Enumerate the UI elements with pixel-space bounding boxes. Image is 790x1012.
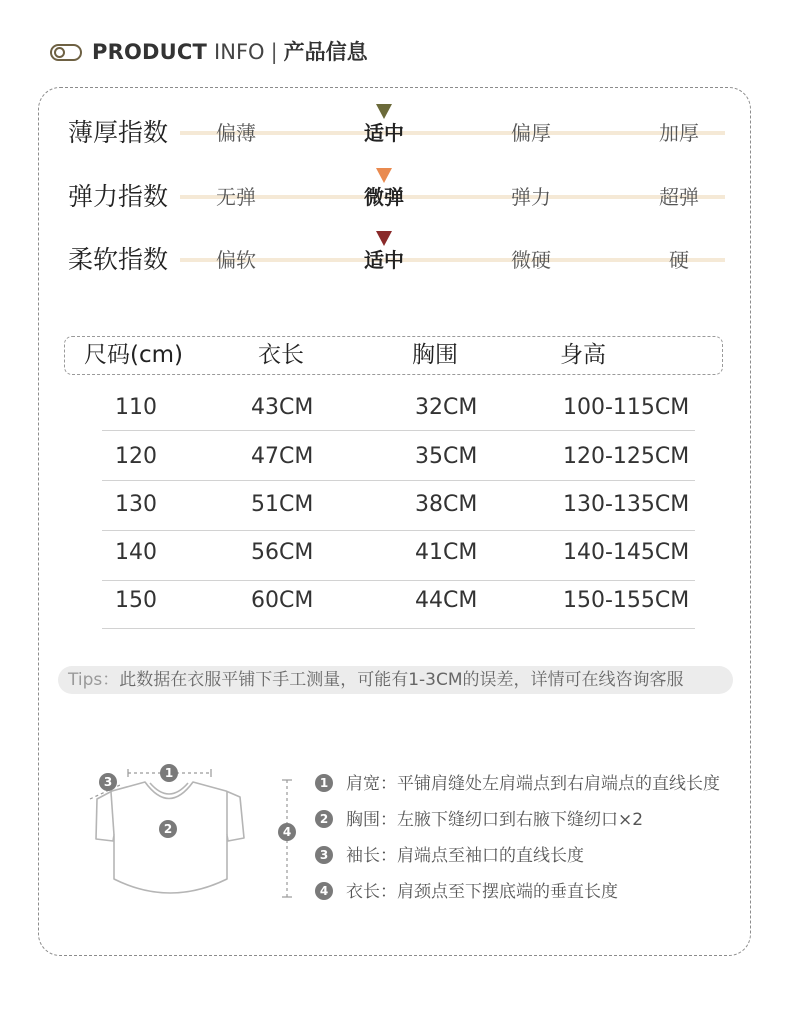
index-option: 弹力 bbox=[511, 185, 551, 209]
legend-description: 肩端点至袖口的直线长度 bbox=[397, 846, 584, 866]
triangle-down-icon bbox=[376, 231, 392, 246]
table-cell: 140-145CM bbox=[563, 540, 690, 565]
index-option: 硬 bbox=[669, 248, 689, 272]
diagram-badge-3-number: 3 bbox=[103, 775, 113, 789]
table-row bbox=[0, 483, 790, 527]
table-cell: 110 bbox=[115, 395, 157, 420]
left-sleeve-seam-line bbox=[111, 792, 114, 835]
column-header-size: 尺码(cm) bbox=[84, 342, 183, 368]
index-option: 偏薄 bbox=[216, 121, 256, 145]
tshirt-measure-diagram bbox=[80, 755, 310, 905]
legend-label: 衣长： bbox=[346, 882, 397, 902]
index-option: 偏厚 bbox=[511, 121, 551, 145]
legend-description: 平铺肩缝处左肩端点到右肩端点的直线长度 bbox=[397, 774, 720, 794]
triangle-down-icon bbox=[376, 168, 392, 183]
index-option: 微硬 bbox=[511, 248, 551, 272]
legend-number-badge: 3 bbox=[315, 846, 333, 864]
legend-label: 袖长： bbox=[346, 846, 397, 866]
index-option: 超弹 bbox=[659, 185, 699, 209]
elasticity-index-row bbox=[0, 177, 790, 217]
index-label: 薄厚指数 bbox=[68, 118, 169, 147]
diagram-badge-1-number: 1 bbox=[164, 766, 174, 780]
index-option: 适中 bbox=[344, 240, 424, 280]
collar-seam-line bbox=[150, 783, 188, 794]
measure-legend-shoulder bbox=[315, 773, 720, 795]
header-separator: | bbox=[270, 40, 278, 64]
triangle-down-icon bbox=[376, 104, 392, 119]
table-cell: 41CM bbox=[415, 540, 478, 565]
legend-number-badge: 2 bbox=[315, 810, 333, 828]
table-row bbox=[0, 386, 790, 430]
table-row bbox=[0, 531, 790, 575]
pill-dot bbox=[54, 47, 65, 58]
table-cell: 150 bbox=[115, 588, 157, 613]
column-header-length: 衣长 bbox=[258, 342, 304, 368]
row-divider bbox=[102, 628, 695, 629]
legend-number-badge: 1 bbox=[315, 774, 333, 792]
measure-legend-length bbox=[315, 881, 618, 903]
table-cell: 130 bbox=[115, 492, 157, 517]
legend-label: 肩宽： bbox=[346, 774, 397, 794]
row-divider bbox=[102, 480, 695, 481]
index-option: 无弹 bbox=[216, 185, 256, 209]
header-title-en-light: INFO bbox=[214, 40, 265, 64]
table-cell: 130-135CM bbox=[563, 492, 690, 517]
table-row bbox=[0, 435, 790, 479]
index-option: 加厚 bbox=[659, 121, 699, 145]
table-cell: 47CM bbox=[251, 444, 314, 469]
index-option: 适中 bbox=[344, 113, 424, 153]
legend-description: 左腋下缝纫口到右腋下缝纫口×2 bbox=[397, 810, 644, 830]
tips-text: 此数据在衣服平铺下手工测量，可能有1-3CM的误差，详情可在线咨询客服 bbox=[119, 670, 684, 690]
table-cell: 44CM bbox=[415, 588, 478, 613]
index-label: 弹力指数 bbox=[68, 182, 169, 211]
diagram-badge-4-number: 4 bbox=[282, 825, 292, 839]
row-divider bbox=[102, 430, 695, 431]
table-cell: 100-115CM bbox=[563, 395, 690, 420]
table-cell: 120 bbox=[115, 444, 157, 469]
legend-number-badge: 4 bbox=[315, 882, 333, 900]
table-cell: 120-125CM bbox=[563, 444, 690, 469]
softness-index-row bbox=[0, 240, 790, 280]
tips-prefix: Tips： bbox=[68, 670, 120, 690]
column-header-height: 身高 bbox=[560, 342, 606, 368]
header-title-cn: 产品信息 bbox=[283, 40, 368, 64]
header-title-en-bold: PRODUCT bbox=[92, 40, 208, 64]
table-cell: 150-155CM bbox=[563, 588, 690, 613]
column-header-chest: 胸围 bbox=[412, 342, 458, 368]
table-cell: 38CM bbox=[415, 492, 478, 517]
legend-label: 胸围： bbox=[346, 810, 397, 830]
index-option: 偏软 bbox=[216, 248, 256, 272]
measure-legend-chest bbox=[315, 809, 643, 831]
table-row bbox=[0, 579, 790, 623]
table-cell: 43CM bbox=[251, 395, 314, 420]
table-cell: 35CM bbox=[415, 444, 478, 469]
legend-description: 肩颈点至下摆底端的垂直长度 bbox=[397, 882, 618, 902]
measure-legend-sleeve bbox=[315, 845, 584, 867]
table-cell: 51CM bbox=[251, 492, 314, 517]
index-label: 柔软指数 bbox=[68, 245, 169, 274]
size-table-header bbox=[64, 336, 723, 375]
measurement-tips-bar bbox=[58, 666, 733, 694]
toggle-pill-icon bbox=[50, 44, 82, 61]
table-cell: 60CM bbox=[251, 588, 314, 613]
product-info-header bbox=[50, 38, 368, 66]
table-cell: 56CM bbox=[251, 540, 314, 565]
diagram-badge-2-number: 2 bbox=[163, 822, 173, 836]
table-cell: 32CM bbox=[415, 395, 478, 420]
table-cell: 140 bbox=[115, 540, 157, 565]
thickness-index-row bbox=[0, 113, 790, 153]
index-option: 微弹 bbox=[344, 177, 424, 217]
